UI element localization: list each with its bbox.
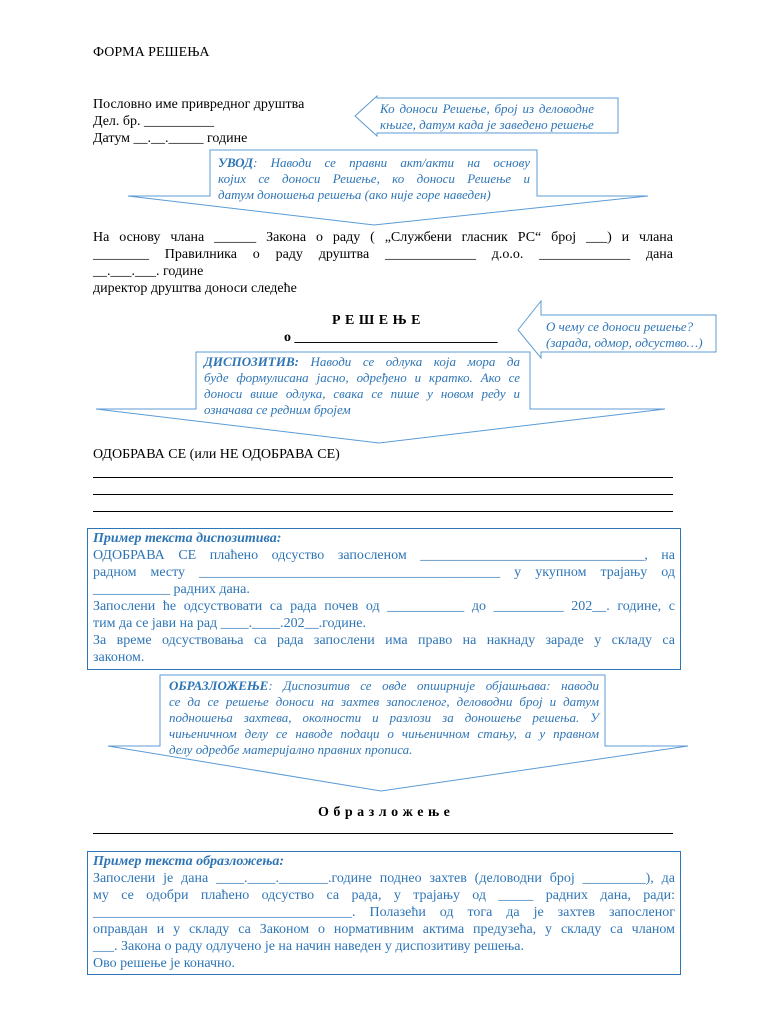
explanation-title: О б р а з л о ж е њ е (318, 805, 451, 820)
preamble-line: ________ Правилника о раду друштва _____________ д.о.о. _____________ дана (93, 247, 673, 262)
example-explanation-line: ___. Закона о раду одлучено је на начин наведен у диспозитиву решења. (93, 939, 525, 954)
blank-line (93, 477, 673, 478)
example-dispositive-line: За време одсуствовања са рада запослени има право на накнаду зараде у складу са (93, 633, 675, 648)
decision-title: Р Е Ш Е Њ Е (332, 313, 421, 328)
callout-intro-line: УВОД: Наводи се правни акт/акти на основу (218, 155, 530, 170)
callout-who-issues (380, 101, 594, 133)
callout-about-what-line: О чему се доноси решење? (546, 319, 694, 334)
callout-intro-line: којих се доноси Решење, ко доноси Решење и (218, 171, 530, 186)
reg-number-line: Дел. бр. __________ (93, 114, 215, 129)
example-explanation-line: му се одобри плаћено одсуство са рада, у трајању од _____ радних дана, ради: (93, 888, 675, 903)
form-title: ФОРМА РЕШЕЊА (93, 45, 210, 60)
callout-explanation-line: подношења захтева, околности и разлози за доношење решења. У (169, 710, 599, 725)
callout-who-issues-line: књиге, датум када је заведено решење (380, 117, 594, 132)
example-dispositive-line: законом. (93, 650, 145, 665)
blank-line (93, 494, 673, 495)
example-dispositive-line: ___________ радних дана. (93, 582, 250, 597)
callout-explanation-line: делу одредбе материјално правних прописа. (169, 742, 413, 757)
blank-line (93, 511, 673, 512)
callout-dispositive-line: означава се редним бројем (204, 402, 351, 417)
example-dispositive-text (93, 530, 675, 666)
example-explanation-line: Запослени је дана ____.____._______.године поднео захтев (деловодни број _________), да (93, 871, 675, 886)
callout-dispositive-line: доноси више одлука, свака се пише у новом реду и (204, 386, 520, 401)
callout-explanation-label: ОБРАЗЛОЖЕЊЕ (169, 678, 269, 693)
example-dispositive-line: радном месту ___________________________________________ у укупном трајању од (93, 565, 675, 580)
blank-line (93, 833, 673, 834)
example-explanation-line: оправдан и у складу са Законом о нормативним актима предузећа, у складу са чланом (93, 922, 675, 937)
preamble-line: На основу члана ______ Закона о раду ( „Службени гласник РС“ број ___) и члана (93, 230, 673, 245)
example-dispositive-line: ОДОБРАВА СЕ плаћено одсуство запосленом ________________________________, на (93, 548, 675, 563)
callout-explanation-line: ОБРАЗЛОЖЕЊЕ: Диспозитив се овде опширније објашњава: наводи (169, 678, 599, 693)
example-explanation-line: _____________________________________. Полазећи од тога да је захтев запосленог (93, 905, 675, 920)
approves-line: ОДОБРАВА СЕ (или НЕ ОДОБРАВА СЕ) (93, 447, 340, 462)
decision-subject: о _____________________________ (284, 330, 498, 345)
example-dispositive-line: тим да се јави на рад ____.____.202__.године. (93, 616, 366, 631)
callout-dispositive-line: ДИСПОЗИТИВ: Наводи се одлука која мора да (204, 354, 520, 369)
example-dispositive-line: Запослени ће одсуствовати са рада почев од ___________ до __________ 202__. године, с (93, 599, 675, 614)
callout-dispositive (204, 354, 520, 418)
callout-explanation-line: се да се решење доноси на захтев запосленог, деловодни број и датум (169, 694, 599, 709)
preamble (93, 229, 673, 297)
callout-dispositive-line: буде формулисана јасно, одређено и кратко. Ако се (204, 370, 520, 385)
example-explanation-line: Ово решење је коначно. (93, 956, 236, 971)
callout-who-issues-line: Ко доноси Решење, број из деловодне (380, 101, 594, 116)
callout-intro-line: датум доношења решења (ако није горе наведен) (218, 187, 491, 202)
example-explanation-heading: Пример текста образложења: (93, 854, 285, 869)
preamble-line: __.___.___. године (93, 264, 204, 279)
date-line: Датум __.__._____ године (93, 131, 248, 146)
callout-dispositive-label: ДИСПОЗИТИВ: (204, 354, 299, 369)
callout-about-what-line: (зарада, одмор, одсуство…) (546, 335, 703, 350)
example-explanation-text (93, 853, 675, 972)
company-name-line: Пословно име привредног друштва (93, 97, 305, 112)
preamble-line: директор друштва доноси следеће (93, 281, 297, 296)
callout-intro (218, 155, 530, 203)
callout-intro-label: УВОД (218, 155, 254, 170)
callout-explanation-line: чињеничном делу се наводе подаци о чињеничном стању, а у правном (169, 726, 599, 741)
example-dispositive-heading: Пример текста диспозитива: (93, 531, 282, 546)
callout-about-what (546, 319, 712, 351)
callout-explanation (169, 678, 599, 758)
